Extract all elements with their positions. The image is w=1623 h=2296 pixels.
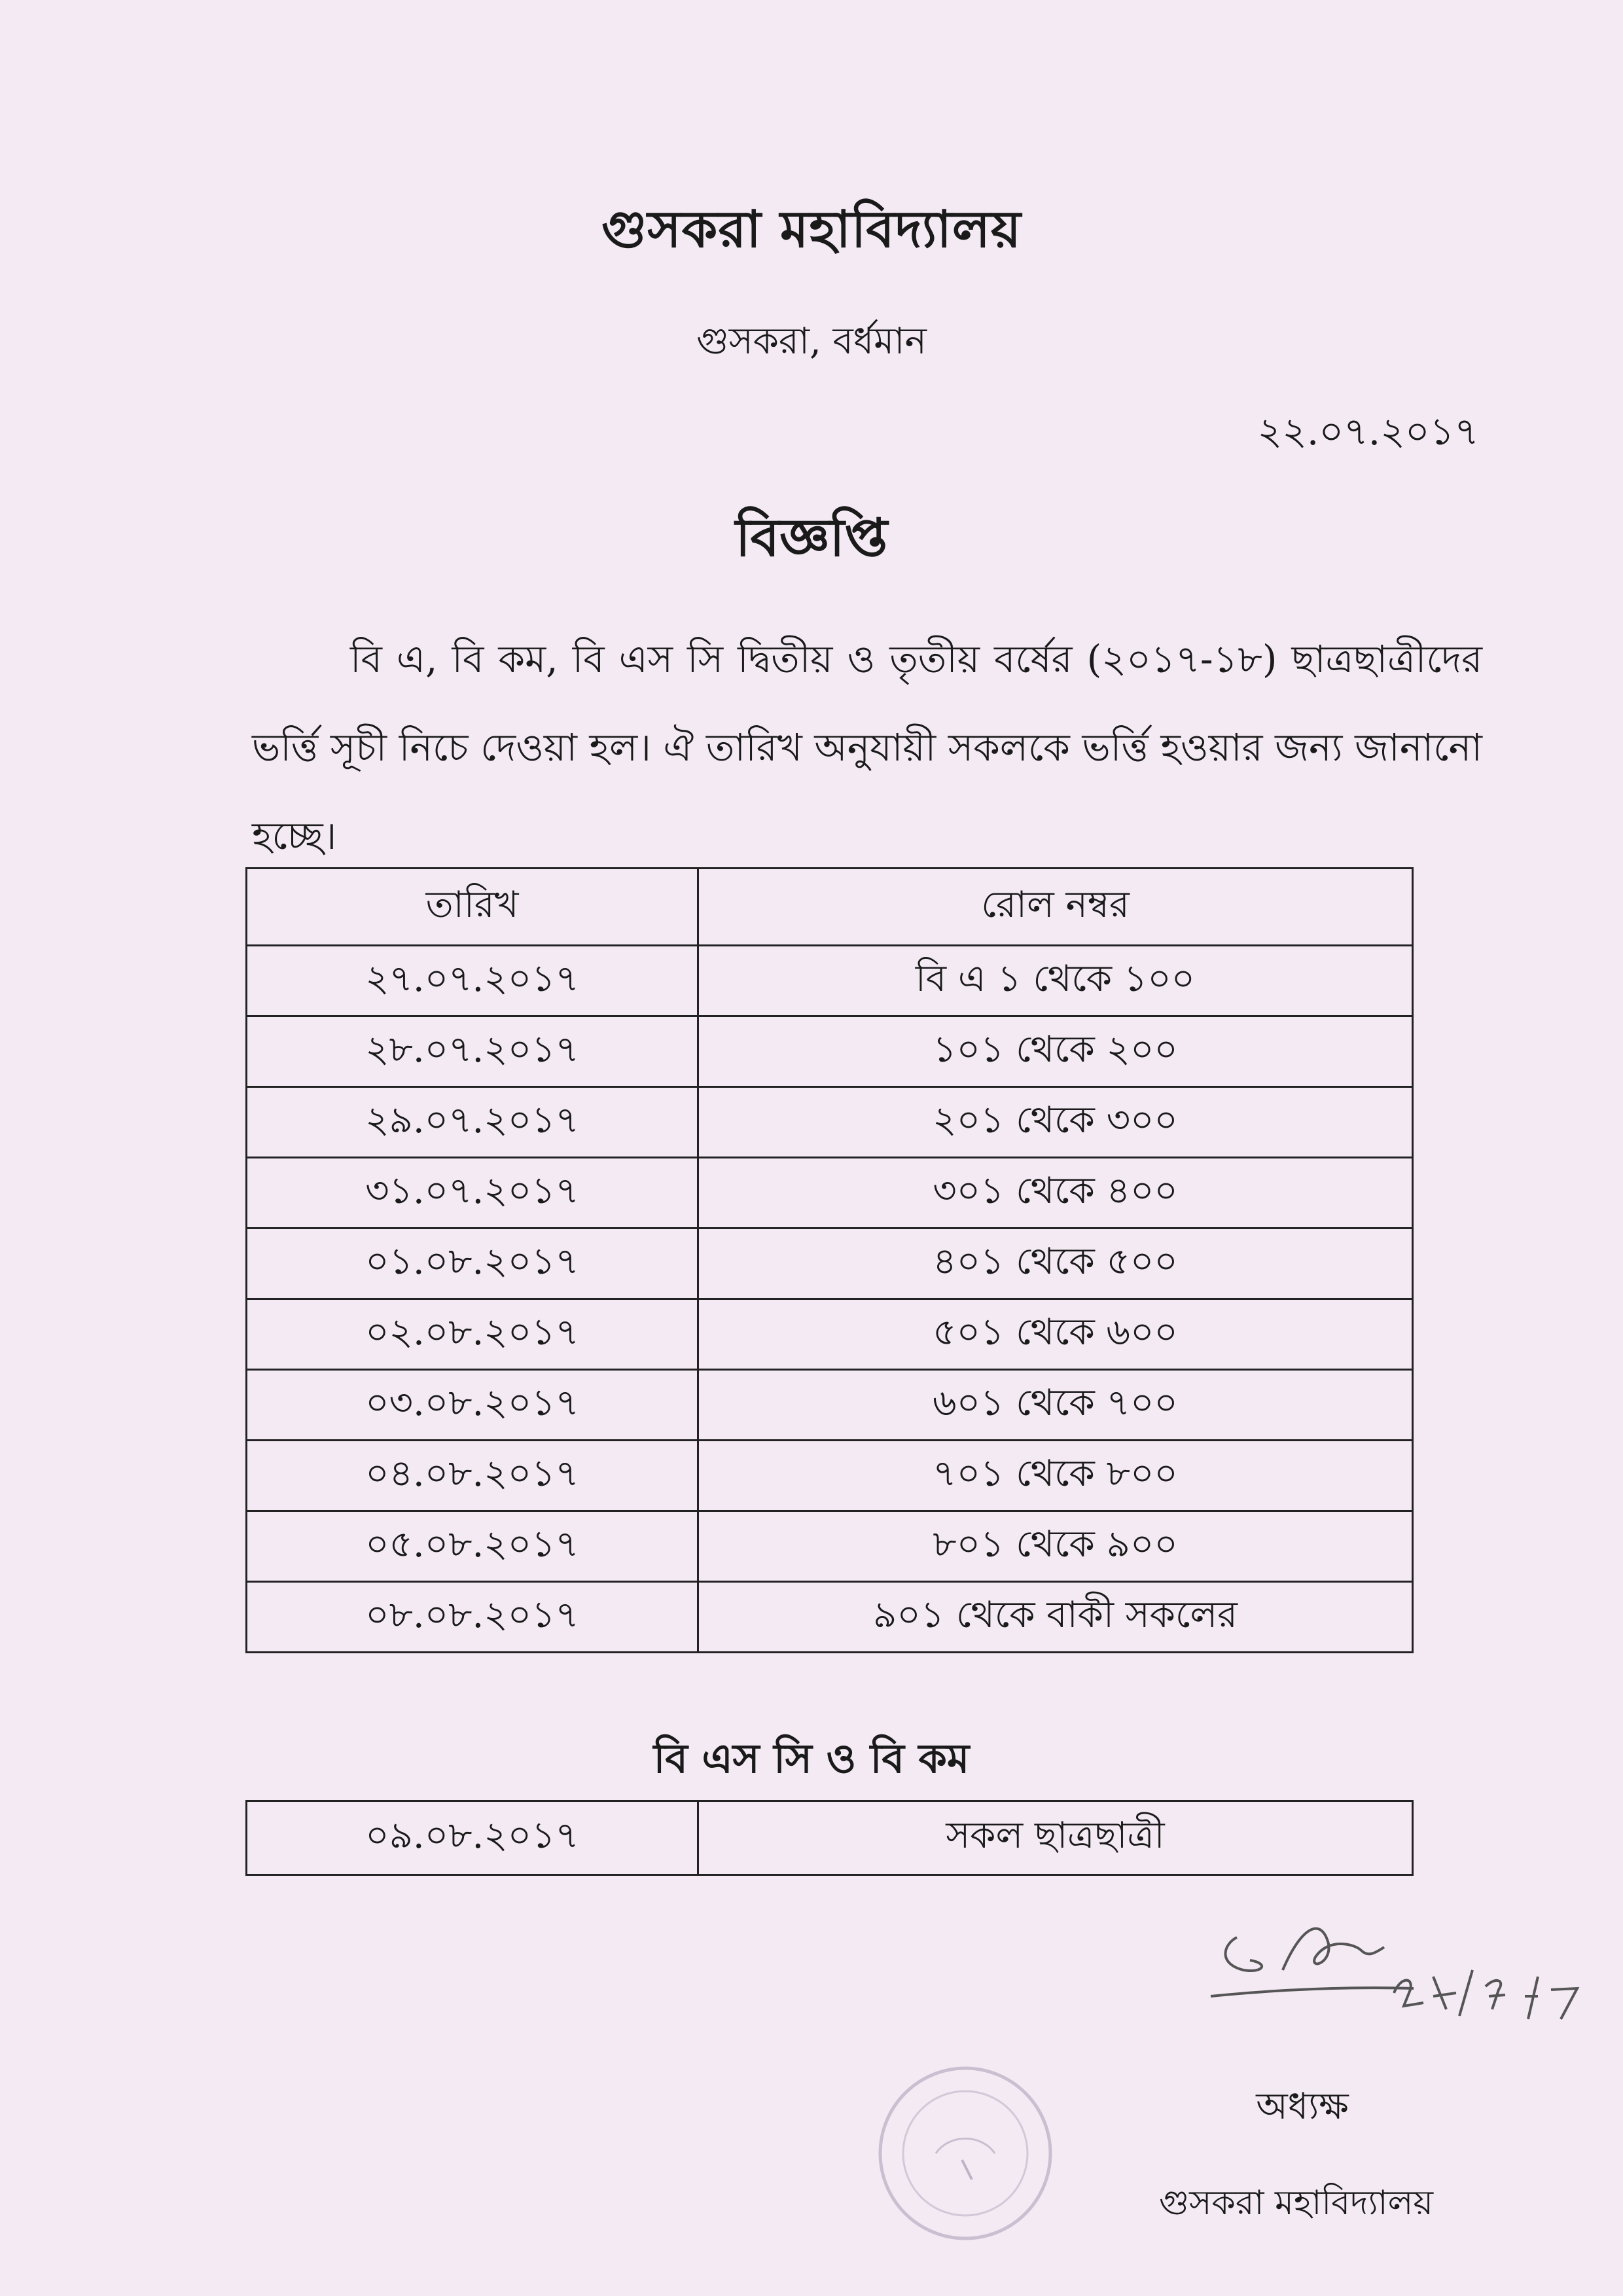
table-row [247,1299,1413,1370]
header-roll-number: রোল নম্বর [698,869,1413,946]
signatory-college: গুসকরা মহাবিদ্যালয় [1158,2183,1433,2223]
row-roll-range: ৩০১ থেকে ৪০০ [698,1158,1413,1229]
admission-schedule-table [245,867,1414,1653]
table-row [247,1158,1413,1229]
table-row [247,1016,1413,1087]
notice-date: ২২.০৭.২০১৭ [1257,409,1479,454]
header-date: তারিখ [247,869,698,946]
table-row [247,1370,1413,1441]
row-date: ০৪.০৮.২০১৭ [247,1441,698,1511]
row-date: ২৮.০৭.২০১৭ [247,1016,698,1087]
college-title: গুসকরা মহাবিদ্যালয় [601,200,1022,259]
college-location: গুসকরা, বর্ধমান [696,320,927,363]
row-roll-range: ৭০১ থেকে ৮০০ [698,1441,1413,1511]
row-date: ০৫.০৮.২০১৭ [247,1511,698,1582]
row-date: ০৯.০৮.২০১৭ [247,1801,698,1875]
table-row [247,1511,1413,1582]
principal-signature [1198,1898,1590,2036]
row-date: ২৭.০৭.২০১৭ [247,946,698,1016]
row-date: ০১.০৮.২০১৭ [247,1229,698,1299]
row-roll-range: ১০১ থেকে ২০০ [698,1016,1413,1087]
row-date: ২৯.০৭.২০১৭ [247,1087,698,1158]
row-date: ৩১.০৭.২০১৭ [247,1158,698,1229]
table-row [247,1801,1413,1875]
table-row [247,1582,1413,1653]
row-roll-range: ৬০১ থেকে ৭০০ [698,1370,1413,1441]
row-roll-range: ৯০১ থেকে বাকী সকলের [698,1582,1413,1653]
row-roll-range: বি এ ১ থেকে ১০০ [698,946,1413,1016]
row-date: ০৩.০৮.২০১৭ [247,1370,698,1441]
row-students: সকল ছাত্রছাত্রী [698,1801,1413,1875]
row-roll-range: ৫০১ থেকে ৬০০ [698,1299,1413,1370]
table-header-row [247,869,1413,946]
row-roll-range: ২০১ থেকে ৩০০ [698,1087,1413,1158]
row-roll-range: ৪০১ থেকে ৫০০ [698,1229,1413,1299]
row-date: ০২.০৮.২০১৭ [247,1299,698,1370]
table-row [247,1087,1413,1158]
bsc-bcom-heading: বি এস সি ও বি কম [653,1734,970,1782]
table-row [247,1229,1413,1299]
college-stamp [864,2055,1067,2251]
row-date: ০৮.০৮.২০১৭ [247,1582,698,1653]
principal-designation: অধ্যক্ষ [1256,2085,1349,2128]
row-roll-range: ৮০১ থেকে ৯০০ [698,1511,1413,1582]
table-row [247,946,1413,1016]
notice-heading: বিজ্ঞপ্তি [735,507,888,568]
bsc-bcom-table [245,1800,1414,1876]
table-row [247,1441,1413,1511]
notice-body: বি এ, বি কম, বি এস সি দ্বিতীয় ও তৃতীয় বর্ষের (২০১৭-১৮) ছাত্রছাত্রীদের ভর্ত্তি সূচী নিচে দেওয়া হল। ঐ তারিখ অনুযায়ী সকলকে ভর্ত্তি হওয়ার জন্য জানানো হচ্ছে। [252,637,1482,858]
